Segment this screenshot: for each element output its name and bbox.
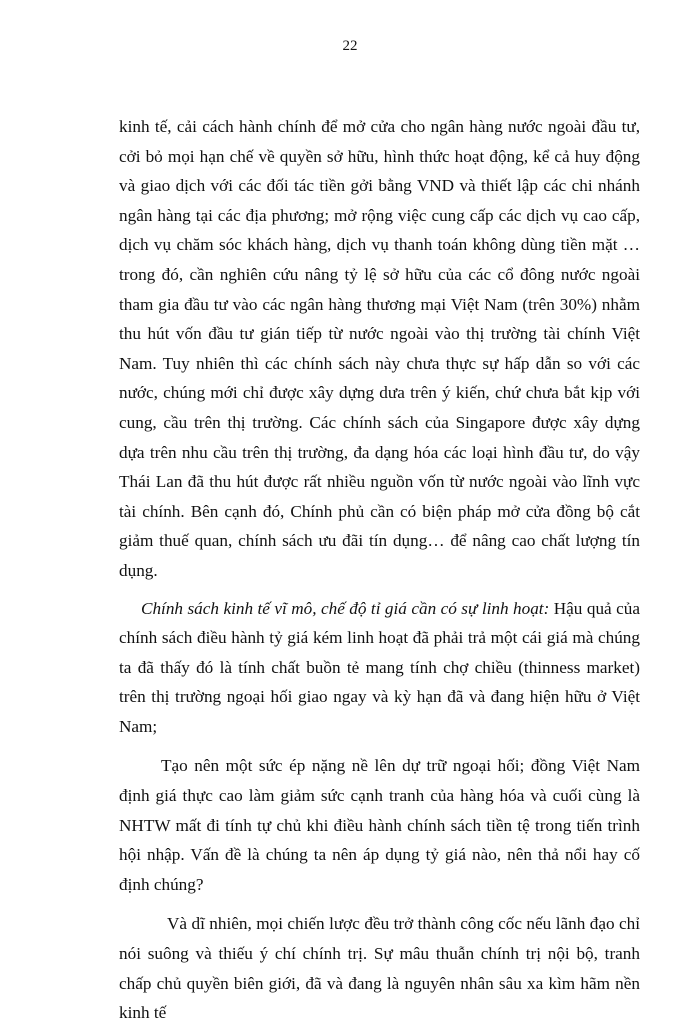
policy-body-text: Hậu quả của chính sách điều hành tỷ giá kém linh hoạt đã phải trả một cái giá mà chúng ta đã thấy đó là tính chất buồn tẻ mang tính chợ chiều (thinness market) trên thị trường ngoại hối giao ngay và kỳ hạn đã và đang hiện hữu ở Việt Nam; <box>119 598 640 736</box>
page-number: 22 <box>342 38 358 54</box>
body-text <box>119 112 640 1028</box>
paragraph-banking-reform: kinh tế, cải cách hành chính để mở cửa cho ngân hàng nước ngoài đầu tư, cởi bỏ mọi hạn chế về quyền sở hữu, hình thức hoạt động, kể cả huy động và giao dịch với các đối tác tiền gởi bằng VND và thiết lập các chi nhánh ngân hàng tại các địa phương; mở rộng việc cung cấp các dịch vụ cao cấp, dịch vụ chăm sóc khách hàng, dịch vụ thanh toán không dùng tiền mặt … trong đó, cần nghiên cứu nâng tỷ lệ sở hữu của các cổ đông nước ngoài tham gia đầu tư vào các ngân hàng thương mại Việt Nam (trên 30%) nhằm thu hút vốn đầu tư gián tiếp từ nước ngoài vào thị trường tài chính Việt Nam. Tuy nhiên thì các chính sách này chưa thực sự hấp dẫn so với các nước, chúng mới chỉ được xây dựng dưa trên ý kiến, chứ chưa bắt kịp với cung, cầu trên thị trường. Các chính sách của Singapore được xây dựng dựa trên nhu cầu trên thị trường, đa dạng hóa các loại hình đầu tư, do vậy Thái Lan đã thu hút được rất nhiều nguồn vốn từ nước ngoài vào lĩnh vực tài chính. Bên cạnh đó, Chính phủ cần có biện pháp mở cửa đồng bộ cắt giảm thuế quan, chính sách ưu đãi tín dụng… để nâng cao chất lượng tín dụng. <box>119 117 640 580</box>
paragraph-political-will: Và dĩ nhiên, mọi chiến lược đều trở thành công cốc nếu lãnh đạo chỉ nói suông và thiếu ý chí chính trị. Sự mâu thuẫn chính trị nội bộ, tranh chấp chủ quyền biên giới, đã và đang là nguyên nhân sâu xa kìm hãm nền kinh tế <box>119 914 640 1023</box>
policy-heading-italic: Chính sách kinh tế vĩ mô, chế độ tỉ giá cần có sự linh hoạt: <box>141 598 550 618</box>
paragraph-reserve-pressure: Tạo nên một sức ép nặng nề lên dự trữ ngoại hối; đồng Việt Nam định giá thực cao làm giảm sức cạnh tranh của hàng hóa và cuối cùng là NHTW mất đi tính tự chủ khi điều hành chính sách tiền tệ trong tiến trình hội nhập. Vấn đề là chúng ta nên áp dụng tỷ giá nào, nên thả nổi hay cố định chúng? <box>119 756 640 894</box>
paragraph-exchange-rate-policy <box>119 594 640 742</box>
